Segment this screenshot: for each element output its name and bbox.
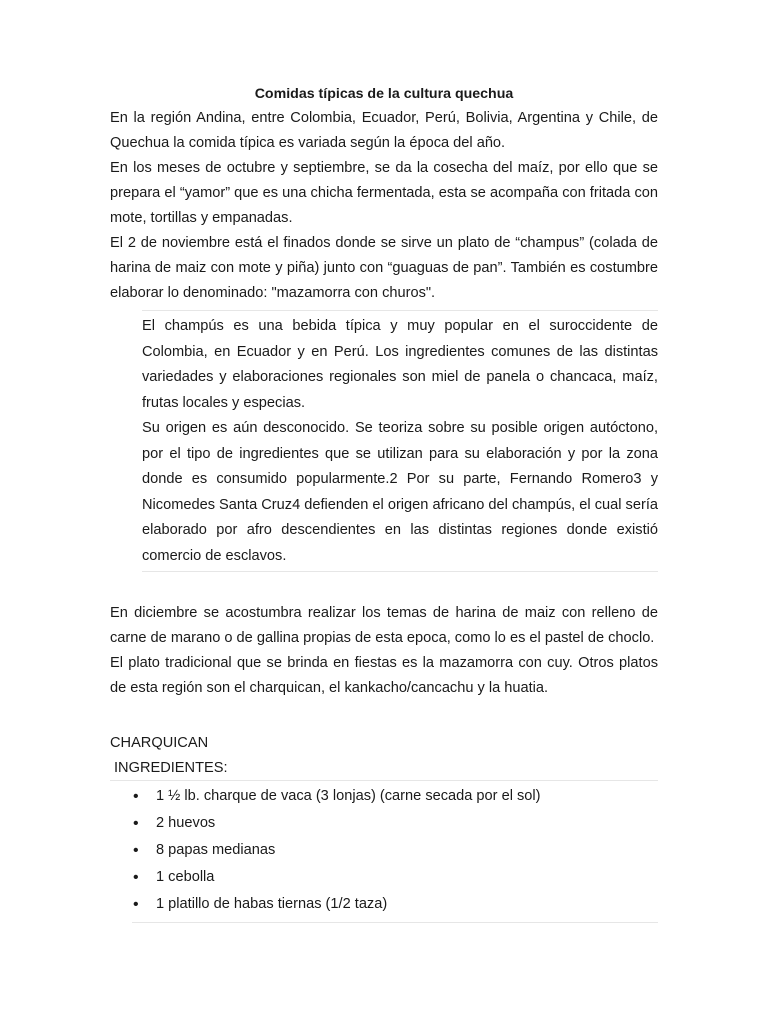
recipe-title: CHARQUICAN xyxy=(110,735,209,751)
paragraph-december: En diciembre se acostumbra realizar los temas de harina de maiz con relleno de carne de marano o de gallina propias de esta epoca, como lo es el pastel de choclo. xyxy=(110,605,658,646)
quote-paragraph-origin: Su origen es aún desconocido. Se teoriza sobre su posible origen autóctono, por el tipo de ingredientes que se utilizan para su elaboración y por la zona donde es consumido popularmente.2 Por su parte, Fernando Romero3 y Nicomedes Santa Cruz4 defienden el origen africano del champús, el cual sería elaborado por afro descendientes en las distintas regiones donde existió comercio de esclavos. xyxy=(142,420,658,564)
list-item: • 1 ½ lb. charque de vaca (3 lonjas) (carne secada por el sol) xyxy=(132,783,658,810)
intro-paragraph-regions: En la región Andina, entre Colombia, Ecuador, Perú, Bolivia, Argentina y Chile, de Quechua la comida típica es variada según la época del año. xyxy=(110,110,658,151)
quote-paragraph-description: El champús es una bebida típica y muy popular en el suroccidente de Colombia, en Ecuador y en Perú. Los ingredientes comunes de las distintas variedades y elaboraciones regionales son miel de panela o chancaca, maíz, frutas locales y especias. xyxy=(142,318,658,411)
spacer xyxy=(110,701,658,730)
list-item: • 1 cebolla xyxy=(132,864,658,891)
paragraph-traditional-dish: El plato tradicional que se brinda en fiestas es la mazamorra con cuy. Otros platos de esta región son el charquican, el kankacho/cancachu y la huatia. xyxy=(110,655,658,696)
ingredients-list xyxy=(132,783,658,923)
champus-quote-block xyxy=(142,310,658,572)
list-item: • 8 papas medianas xyxy=(132,837,658,864)
list-item: • 2 huevos xyxy=(132,810,658,837)
intro-paragraph-champus: El 2 de noviembre está el finados donde se sirve un plato de “champus” (colada de harina de maiz con mote y piña) junto con “guaguas de pan”. También es costumbre elaborar lo denominado: "mazamorra con churos". xyxy=(110,235,658,301)
document-title: Comidas típicas de la cultura quechua xyxy=(254,86,514,102)
list-item: • 1 platillo de habas tiernas (1/2 taza) xyxy=(132,891,658,918)
intro-paragraph-yamor: En los meses de octubre y septiembre, se da la cosecha del maíz, por ello que se prepara el “yamor” que es una chicha fermentada, esta se acompaña con fritada con mote, tortillas y empanadas. xyxy=(110,160,658,226)
ingredients-label: INGREDIENTES: xyxy=(110,756,658,781)
spacer xyxy=(110,572,658,601)
document-page xyxy=(110,82,658,923)
